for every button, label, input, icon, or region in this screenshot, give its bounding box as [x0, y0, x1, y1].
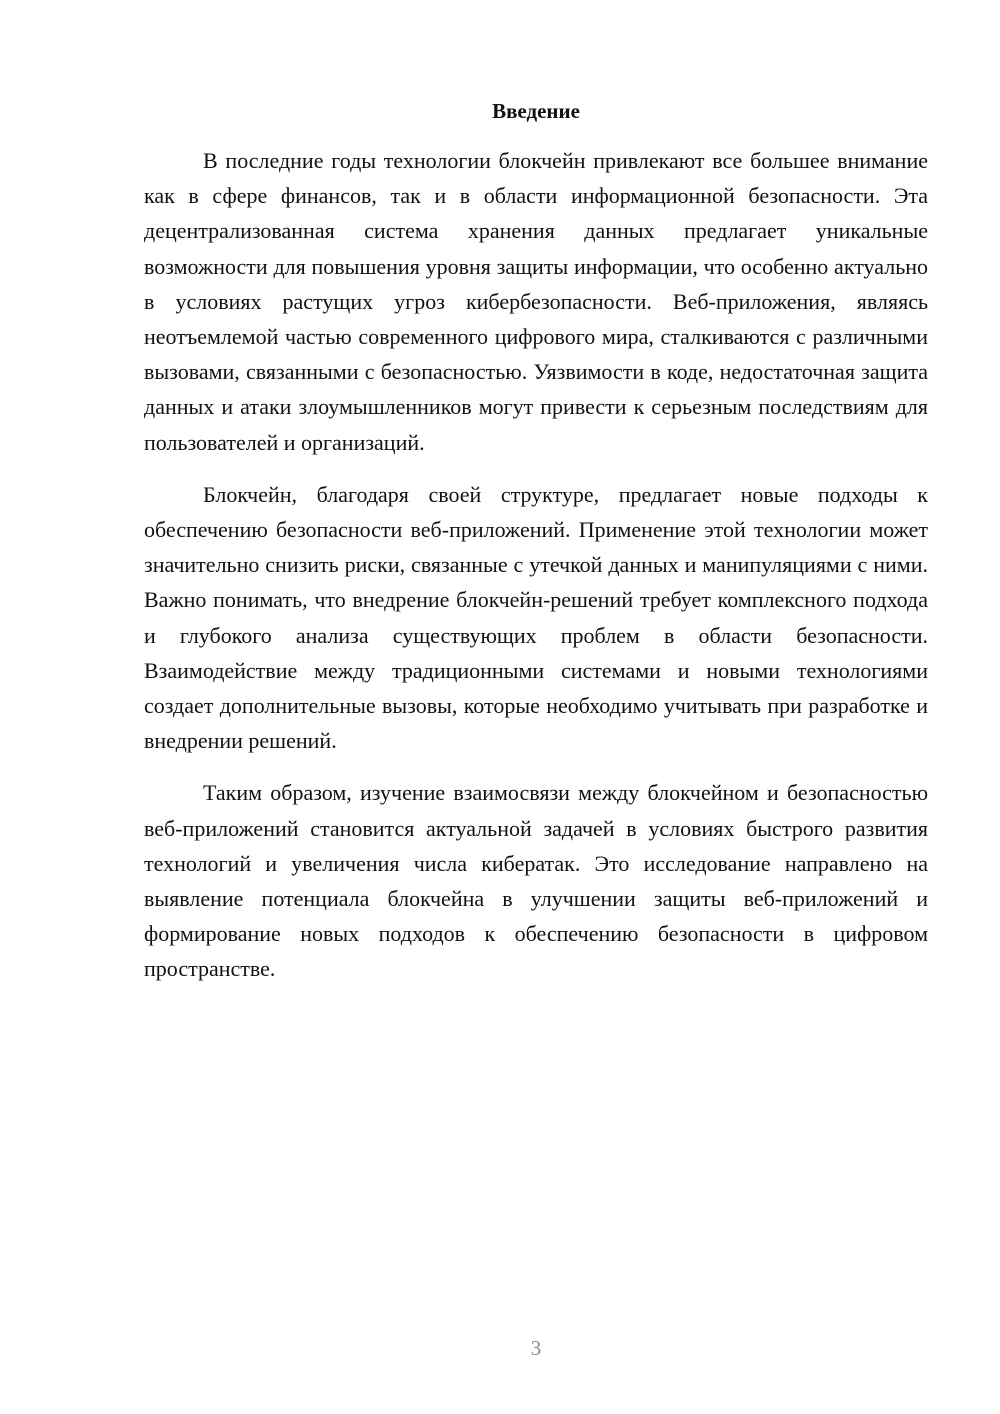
paragraph-2: Блокчейн, благодаря своей структуре, предлагает новые подходы к обеспечению безопасности веб-приложений. Применение этой технологии может значительно снизить риски, связанные с утечкой данных и манипуляциями с ними. Важно понимать, что внедрение блокчейн-решений требует комплексного подхода и глубокого анализа существующих проблем в области безопасности. Взаимодействие между традиционными системами и новыми технологиями создает дополнительные вызовы, которые необходимо учитывать при разработке и внедрении решений. [144, 481, 928, 754]
paragraph-1: В последние годы технологии блокчейн привлекают все большее внимание как в сфере финансов, так и в области информационной безопасности. Эта децентрализованная система хранения данных предлагает уникальные возможности для повышения уровня защиты информации, что особенно актуально в условиях растущих угроз кибербезопасности. Веб-приложения, являясь неотъемлемой частью современного цифрового мира, сталкиваются с различными вызовами, связанными с безопасностью. Уязвимости в коде, недостаточная защита данных и атаки злоумышленников могут привести к серьезным последствиям для пользователей и организаций. [144, 148, 928, 455]
page-title: Введение [492, 99, 580, 123]
body-text [144, 143, 928, 1004]
page-number: 3 [530, 1336, 542, 1360]
paragraph-3: Таким образом, изучение взаимосвязи между блокчейном и безопасностью веб-приложений становится актуальной задачей в условиях быстрого развития технологий и увеличения числа кибератак. Это исследование направлено на выявление потенциала блокчейна в улучшении защиты веб-приложений и формирование новых подходов к обеспечению безопасности в цифровом пространстве. [144, 780, 928, 982]
